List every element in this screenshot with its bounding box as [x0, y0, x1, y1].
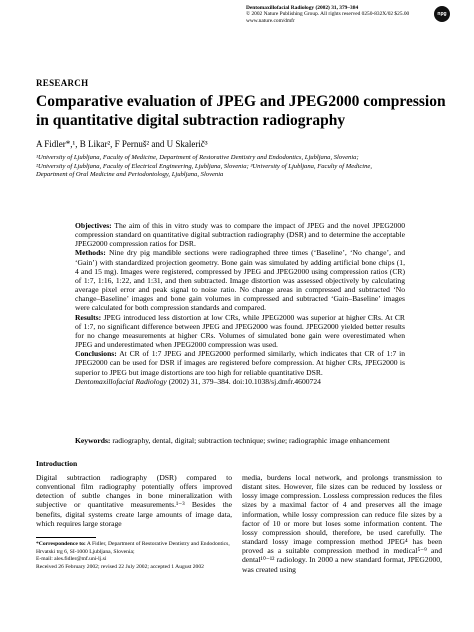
correspondence-text: A Fidler, Department of Restorative Dentistry and Endodontics, Hrvatski trg 6, SI-1000 Ljubljana, Slovenia;: [36, 541, 230, 555]
author-list: A Fidler*,¹, B Likar², F Pernuš² and U Skalerič³: [36, 139, 208, 149]
correspondence-email[interactable]: E-mail: ales.fidler@mf.uni-lj.si: [36, 556, 107, 563]
journal-url[interactable]: www.nature.com/dmfr: [246, 17, 295, 24]
methods-label: Methods:: [75, 248, 106, 258]
keywords-label: Keywords:: [75, 436, 111, 445]
received-dates: Received 26 February 2002; revised 22 July 2002; accepted 1 August 2002: [36, 563, 204, 570]
abstract-results: [75, 313, 405, 350]
objectives-text: The aim of this in vitro study was to compare the impact of JPEG and the novel JPEG2000 compression standard on quantitative digital subtraction radiography (DSR) and to determine the acceptable JPEG2000 compression ratios for DSR.: [75, 221, 406, 249]
affiliation-line: ²University of Ljubljana, Faculty of Electrical Engineering, Ljubljana, Slovenia; ³University of Ljubljana, Faculty of Medicine,: [36, 162, 372, 170]
conclusions-label: Conclusions:: [75, 349, 117, 359]
footnote-divider: [36, 537, 96, 538]
abstract-methods: [75, 248, 405, 312]
affiliation-line: Department of Oral Medicine and Periodontology, Ljubljana, Slovenia: [36, 171, 224, 179]
methods-text: Nine dry pig mandible sections were radiographed three times (‘Baseline’, ‘No change’, and ‘Gain’) with standardized projection geometry. Bone gain was simulated by adding artificial bone chips (1, 4 and 15 mg). Images were registered, compressed by JPEG and JPEG2000 using compression ratios (CR) of 1:7, 1:16, 1:22, and 1:31, and then subtracted. Image distortion was assessed objectively by calculating average pixel error and peak signal to noise ratio. No change areas in compressed and subtracted ‘No change–Baseline’ images and bone gain volumes in compressed and subtracted ‘Gain–Baseline’ images were calculated for both compression standards and compared.: [75, 248, 405, 313]
objectives-label: Objectives:: [75, 221, 112, 230]
article-title: Comparative evaluation of JPEG and JPEG2000 compression in quantitative digital subtraction radiography: [36, 93, 446, 129]
conclusions-text: At CR of 1:7 JPEG and JPEG2000 performed similarly, which indicates that CR of 1:7 in JPEG2000 can be used for DSR if images are registered before compression. At higher CRs, JPEG2000 is superior to JPEG but image distortions are too high for reliable quantitative DSR.: [75, 349, 405, 377]
abstract: [75, 221, 405, 386]
keywords: [75, 436, 400, 445]
abstract-objectives: [75, 221, 405, 248]
correspondence-address: [36, 541, 236, 556]
correspondence-label: *Correspondence to:: [36, 541, 86, 547]
journal-line: Dentomaxillofacial Radiology (2002) 31, 379–384: [246, 5, 359, 11]
keywords-text: radiography, dental, digital; subtraction technique; swine; radiographic image enhancement: [112, 436, 390, 445]
section-label: RESEARCH: [36, 78, 89, 88]
abstract-citation: [75, 377, 405, 386]
copyright-line: © 2002 Nature Publishing Group. All rights reserved 0250-832X/02 $25.00: [246, 11, 410, 18]
results-text: JPEG introduced less distortion at low CRs, while JPEG2000 was superior at higher CRs. At CR of 1:7, no significant difference between JPEG and JPEG2000 was found. JPEG2000 yielded better results for no change measurements at higher CRs. Volumes of simulated bone gain were overestimated when JPEG and underestimated when JPEG2000 compression was used.: [75, 312, 405, 350]
body-column-right: [242, 473, 442, 574]
results-label: Results:: [75, 312, 102, 322]
body-paragraph: media, burdens local network, and prolongs transmission to distant sites. However, file sizes can be reduced by lossless or lossy image compression. Lossless compression reduces the files sizes by a maximal factor of 4 and preserves all the image information, while lossy compression can reduce file sizes by a factor of 10 or more but loses some information content. The lossy compression should, therefore, be used carefully. The standard lossy image compression method JPEG⁴ has been proved as a suitable compression method in medical⁵⁻⁹ and dental¹⁰⁻¹² radiology. In 2000 a new standard format, JPEG2000, was created using: [242, 473, 442, 574]
abstract-conclusions: [75, 349, 405, 376]
introduction-heading: Introduction: [36, 459, 78, 468]
correspondence-footnote: [36, 541, 236, 571]
affiliations: [36, 154, 451, 180]
body-paragraph: Digital subtraction radiography (DSR) compared to conventional film radiography potentially offers improved detection of subtle changes in bone mineralization with subjective or quantitative measurements.¹⁻³ Besides the benefits, digital systems create large amounts of image data, which requires large storage: [36, 473, 232, 528]
citation-journal: Dentomaxillofacial Radiology: [75, 376, 167, 386]
affiliation-line: ¹University of Ljubljana, Faculty of Medicine, Department of Restorative Dentistry and Endodontics, Ljubljana, Slovenia;: [36, 154, 359, 161]
publisher-logo-icon: npg: [434, 6, 450, 22]
body-column-left: [36, 473, 232, 528]
citation-details: (2002) 31, 379–384. doi:10.1038/sj.dmfr.4600724: [168, 376, 321, 386]
journal-header: [246, 5, 426, 24]
